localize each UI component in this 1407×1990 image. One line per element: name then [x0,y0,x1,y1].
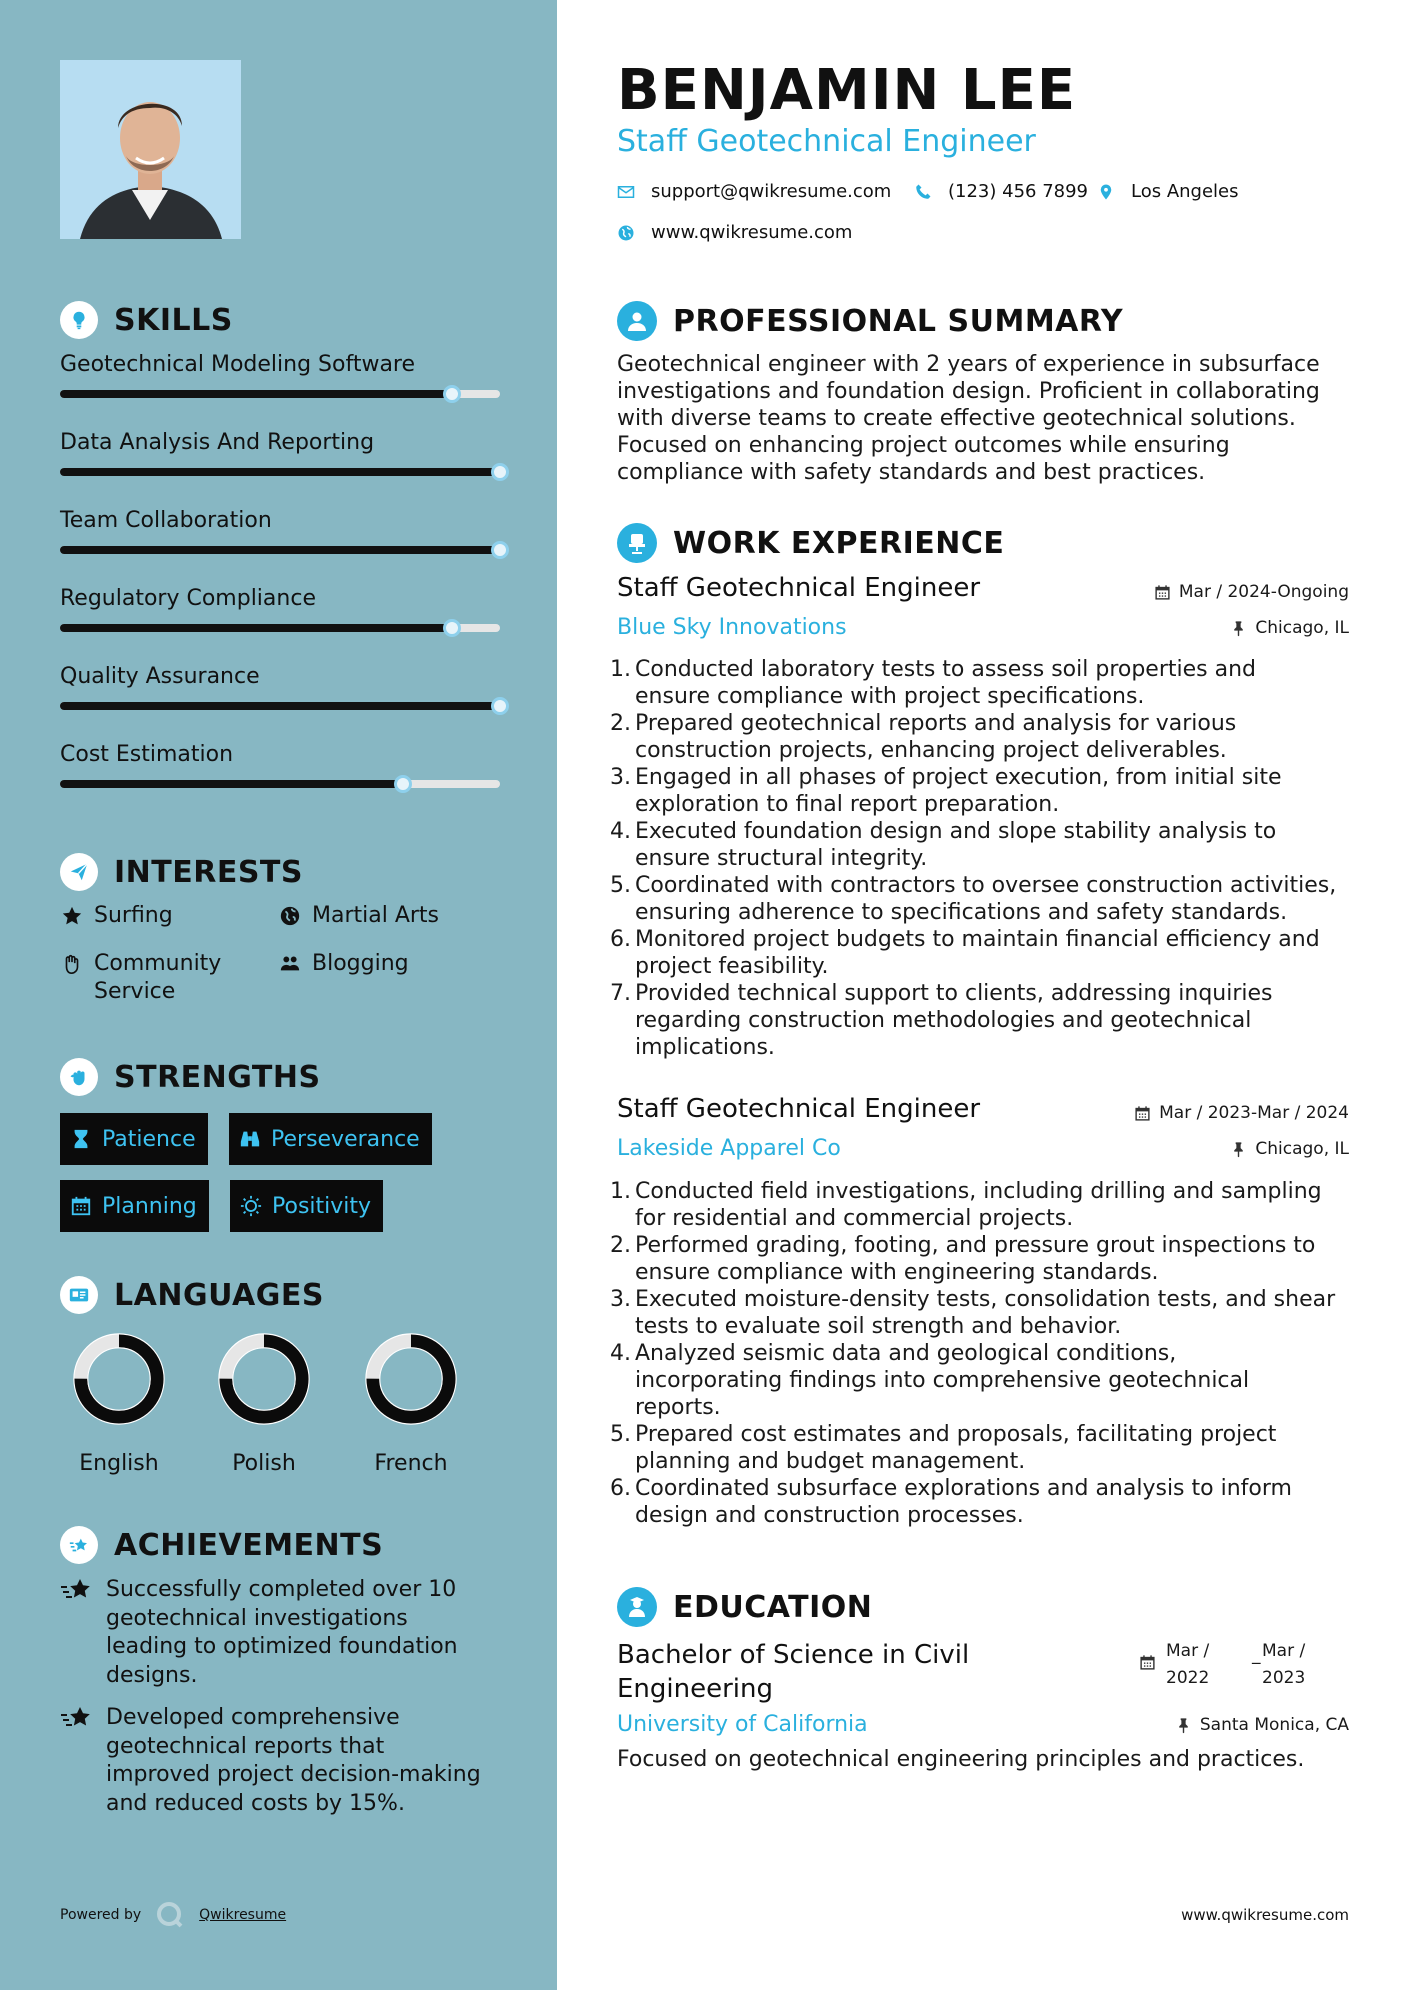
list-item [610,1178,1350,1232]
date-line: 2022 [1166,1668,1210,1688]
strength-label: Planning [102,1193,197,1219]
skill-label: Regulatory Compliance [60,586,316,611]
bullet-line: Executed moisture-density tests, consolidation tests, and shear [635,1287,1336,1312]
date-separator: _ [1252,1645,1261,1665]
list-item [610,818,1350,872]
powered-by [60,1900,286,1930]
candidate-role: Staff Geotechnical Engineer [617,124,1036,159]
achievement-item [60,1704,500,1818]
skill-bar-knob [443,385,461,403]
bullet-number: 3. [610,765,631,790]
skill-item [60,584,500,632]
bullet-number: 2. [610,1233,631,1258]
experience-title: WORK EXPERIENCE [673,525,1005,561]
date-line: Mar / [1262,1641,1306,1661]
list-item [610,926,1350,980]
bullet-number: 2. [610,711,631,736]
bullet-line: planning and budget management. [635,1449,1026,1474]
binoculars-icon [239,1128,261,1150]
list-item [610,764,1350,818]
bullet-line: Conducted laboratory tests to assess soil properties and [635,657,1257,682]
calendar-icon [70,1195,92,1217]
skills-title: SKILLS [114,302,233,338]
bullet-line: regarding construction methodologies and geotechnical [635,1008,1252,1033]
calendar-icon [1139,1654,1156,1671]
language-label: French [374,1451,448,1476]
globe-icon [278,902,302,930]
sidebar [0,0,557,1990]
strengths-heading [60,1058,321,1096]
interest-item [278,902,439,930]
language-item [59,1331,179,1476]
bullet-number: 5. [610,873,631,898]
bullet-line: Analyzed seismic data and geological conditions, [635,1341,1177,1366]
skill-bar-knob [491,697,509,715]
bullet-line: ensure compliance with engineering standards. [635,1260,1159,1285]
envelope-icon [617,183,635,201]
bullet-line: construction projects, enhancing project deliverables. [635,738,1227,763]
bullet-number: 3. [610,1287,631,1312]
bullet-line: ensuring adherence to specifications and safety standards. [635,900,1288,925]
phone-icon [914,183,932,201]
language-donut [216,1331,312,1427]
job-location [1230,1139,1349,1159]
summary-line: investigations and foundation design. Proficient in collaborating [617,379,1320,404]
degree-line: Bachelor of Science in Civil [617,1640,970,1670]
strength-label: Perseverance [271,1126,420,1152]
skill-bar-fill [60,390,452,398]
calendar-icon [1134,1105,1151,1122]
interest-label: Martial Arts [312,903,440,928]
bullet-line: for residential and commercial projects. [635,1206,1074,1231]
calendar-icon [1154,584,1171,601]
list-item [610,980,1350,1061]
interest-item [278,950,409,978]
skill-label: Team Collaboration [60,508,272,533]
profile-photo [60,60,241,239]
skill-bar [60,780,500,788]
achievements-heading [60,1526,383,1564]
bullet-line: ensure structural integrity. [635,846,928,871]
education-title: EDUCATION [673,1589,873,1625]
interest-label: Blogging [312,951,409,976]
bullet-line: Conducted field investigations, including drilling and sampling [635,1179,1322,1204]
sun-icon [240,1195,262,1217]
contact-email[interactable] [617,181,891,202]
bullet-number: 4. [610,1341,631,1366]
candidate-name: BENJAMIN LEE [617,58,1077,123]
interests-title: INTERESTS [114,854,303,890]
skill-bar-fill [60,624,452,632]
summary-line: compliance with safety standards and best practices. [617,460,1206,485]
bullet-number: 5. [610,1422,631,1447]
language-donut [71,1331,167,1427]
achievement-item [60,1576,500,1690]
email-text: support@qwikresume.com [651,181,892,202]
skill-bar-fill [60,468,500,476]
job-company: Blue Sky Innovations [617,615,847,640]
skill-bar [60,390,500,398]
skill-bar-knob [491,463,509,481]
qwikresume-logo-icon [155,1900,185,1930]
bullet-line: implications. [635,1035,775,1060]
qwikresume-link[interactable]: Qwikresume [199,1907,287,1923]
strengths-title: STRENGTHS [114,1059,321,1095]
bullet-number: 7. [610,981,631,1006]
skill-bar-fill [60,546,500,554]
interest-label [94,950,221,1006]
bullet-line: Provided technical support to clients, addressing inquiries [635,981,1273,1006]
education-location-text: Santa Monica, CA [1199,1715,1349,1735]
id-card-icon [60,1276,98,1314]
degree-title [617,1638,1037,1706]
skill-label: Cost Estimation [60,742,234,767]
bullet-line: reports. [635,1395,721,1420]
bullet-number: 1. [610,657,631,682]
languages-heading [60,1276,324,1314]
language-label: Polish [232,1451,296,1476]
shooting-star-icon [60,1576,94,1604]
bullet-line: incorporating findings into comprehensive geotechnical [635,1368,1250,1393]
summary-line: Geotechnical engineer with 2 years of experience in subsurface [617,352,1320,377]
bullet-line: Prepared geotechnical reports and analysis for various [635,711,1237,736]
summary-heading [617,301,1123,341]
education-end-date [1262,1638,1305,1692]
achievement-line: improved project decision-making [106,1762,481,1787]
language-item [204,1331,324,1476]
powered-by-label: Powered by [60,1907,142,1923]
skill-bar-knob [491,541,509,559]
interest-label: Surfing [94,903,173,928]
list-item [610,1340,1350,1421]
job-bullet-list [610,1178,1350,1529]
strength-chip [60,1180,209,1232]
globe-icon [617,224,635,242]
skill-bar [60,546,500,554]
job-bullet-list [610,656,1350,1061]
job-date [1134,1103,1349,1123]
contact-location [1097,181,1239,202]
interest-label-line1: Community [94,951,222,976]
footer-website[interactable]: www.qwikresume.com [1181,1906,1349,1924]
job-date-text: Mar / 2024-Ongoing [1178,582,1349,602]
job-location [1230,618,1349,638]
website-text: www.qwikresume.com [651,222,853,243]
school-name: University of California [617,1712,868,1737]
strength-label: Positivity [272,1193,372,1219]
strength-chip [60,1113,208,1165]
users-icon [278,950,302,978]
hourglass-icon [70,1128,92,1150]
strength-label: Patience [102,1126,196,1152]
achievement-line: leading to optimized foundation [106,1634,458,1659]
job-date-text: Mar / 2023-Mar / 2024 [1159,1103,1349,1123]
bullet-line: Performed grading, footing, and pressure grout inspections to [635,1233,1316,1258]
education-start-date [1166,1638,1209,1692]
summary-title: PROFESSIONAL SUMMARY [673,303,1124,339]
bullet-line: exploration to final report preparation. [635,792,1060,817]
languages-title: LANGUAGES [114,1277,324,1313]
skill-item [60,350,500,398]
language-item [351,1331,471,1476]
skill-item [60,740,500,788]
hand-icon [60,950,84,978]
user-icon [617,301,657,341]
bullet-number: 6. [610,1476,631,1501]
job-location-text: Chicago, IL [1255,1139,1349,1159]
list-item [610,1421,1350,1475]
experience-heading [617,523,1004,563]
job-title: Staff Geotechnical Engineer [617,1094,981,1124]
skill-bar [60,702,500,710]
bullet-line: ensure compliance with project specifications. [635,684,1145,709]
list-item [610,1232,1350,1286]
bullet-number: 6. [610,927,631,952]
list-item [610,710,1350,764]
bullet-line: Coordinated subsurface explorations and analysis to inform [635,1476,1292,1501]
education-location [1175,1715,1349,1735]
interests-heading [60,853,303,891]
skill-bar-fill [60,702,500,710]
pushpin-icon [1175,1717,1192,1734]
shooting-star-icon [60,1704,94,1732]
bullet-number: 4. [610,819,631,844]
interest-item [60,902,173,930]
skill-bar-knob [443,619,461,637]
achievement-line: Successfully completed over 10 [106,1577,457,1602]
list-item [610,1286,1350,1340]
star-icon [60,902,84,930]
bullet-line: Engaged in all phases of project execution, from initial site [635,765,1282,790]
skills-heading [60,301,233,339]
skill-item [60,662,500,710]
achievement-line: geotechnical investigations [106,1605,408,1631]
skill-bar-knob [394,775,412,793]
degree-line: Engineering [617,1674,773,1704]
paper-plane-icon [60,853,98,891]
summary-text [617,351,1357,486]
summary-line: Focused on enhancing project outcomes while ensuring [617,433,1230,458]
bullet-line: Coordinated with contractors to oversee construction activities, [635,873,1337,898]
skill-bar [60,468,500,476]
skill-item [60,428,500,476]
skill-label: Quality Assurance [60,664,260,689]
bullet-number: 1. [610,1179,631,1204]
job-title: Staff Geotechnical Engineer [617,573,981,603]
strength-chip [230,1180,383,1232]
achievement-line: and reduced costs by 15%. [106,1790,405,1816]
education-heading [617,1587,872,1627]
date-line: 2023 [1262,1668,1306,1688]
phone-text: (123) 456 7899 [948,181,1089,202]
lightbulb-icon [60,301,98,339]
fist-icon [60,1058,98,1096]
skill-item [60,506,500,554]
achievement-line: geotechnical reports that [106,1733,385,1759]
bullet-line: Executed foundation design and slope stability analysis to [635,819,1277,844]
pushpin-icon [1230,1141,1247,1158]
strength-chip [229,1113,432,1165]
bullet-line: design and construction processes. [635,1503,1024,1528]
bullet-line: Prepared cost estimates and proposals, facilitating project [635,1422,1277,1447]
summary-line: with diverse teams to create effective geotechnical solutions. [617,406,1296,431]
achievement-text [106,1576,458,1690]
skill-label: Geotechnical Modeling Software [60,352,416,377]
list-item [610,872,1350,926]
list-item [610,1475,1350,1529]
interest-item [60,950,221,1006]
contact-website[interactable] [617,222,852,243]
bullet-line: project feasibility. [635,954,829,979]
achievement-line: designs. [106,1662,198,1688]
contact-phone[interactable] [914,181,1088,202]
skill-bar-fill [60,780,403,788]
achievement-text [106,1704,481,1818]
skill-bar [60,624,500,632]
job-company: Lakeside Apparel Co [617,1136,841,1161]
achievements-title: ACHIEVEMENTS [114,1527,384,1563]
shooting-star-icon [60,1526,98,1564]
list-item [610,656,1350,710]
location-text: Los Angeles [1131,181,1239,202]
achievement-line: Developed comprehensive [106,1705,400,1730]
bullet-line: tests to evaluate soil strength and behavior. [635,1314,1122,1339]
briefcase-chair-icon [617,523,657,563]
language-donut [363,1331,459,1427]
education-description: Focused on geotechnical engineering principles and practices. [617,1747,1305,1772]
graduate-icon [617,1587,657,1627]
map-pin-icon [1097,183,1115,201]
pushpin-icon [1230,620,1247,637]
job-date [1154,582,1349,602]
job-location-text: Chicago, IL [1255,618,1349,638]
bullet-line: Monitored project budgets to maintain financial efficiency and [635,927,1320,952]
interest-label-line2: Service [94,979,176,1004]
date-line: Mar / [1166,1641,1210,1661]
skill-label: Data Analysis And Reporting [60,430,375,455]
language-label: English [79,1451,159,1476]
